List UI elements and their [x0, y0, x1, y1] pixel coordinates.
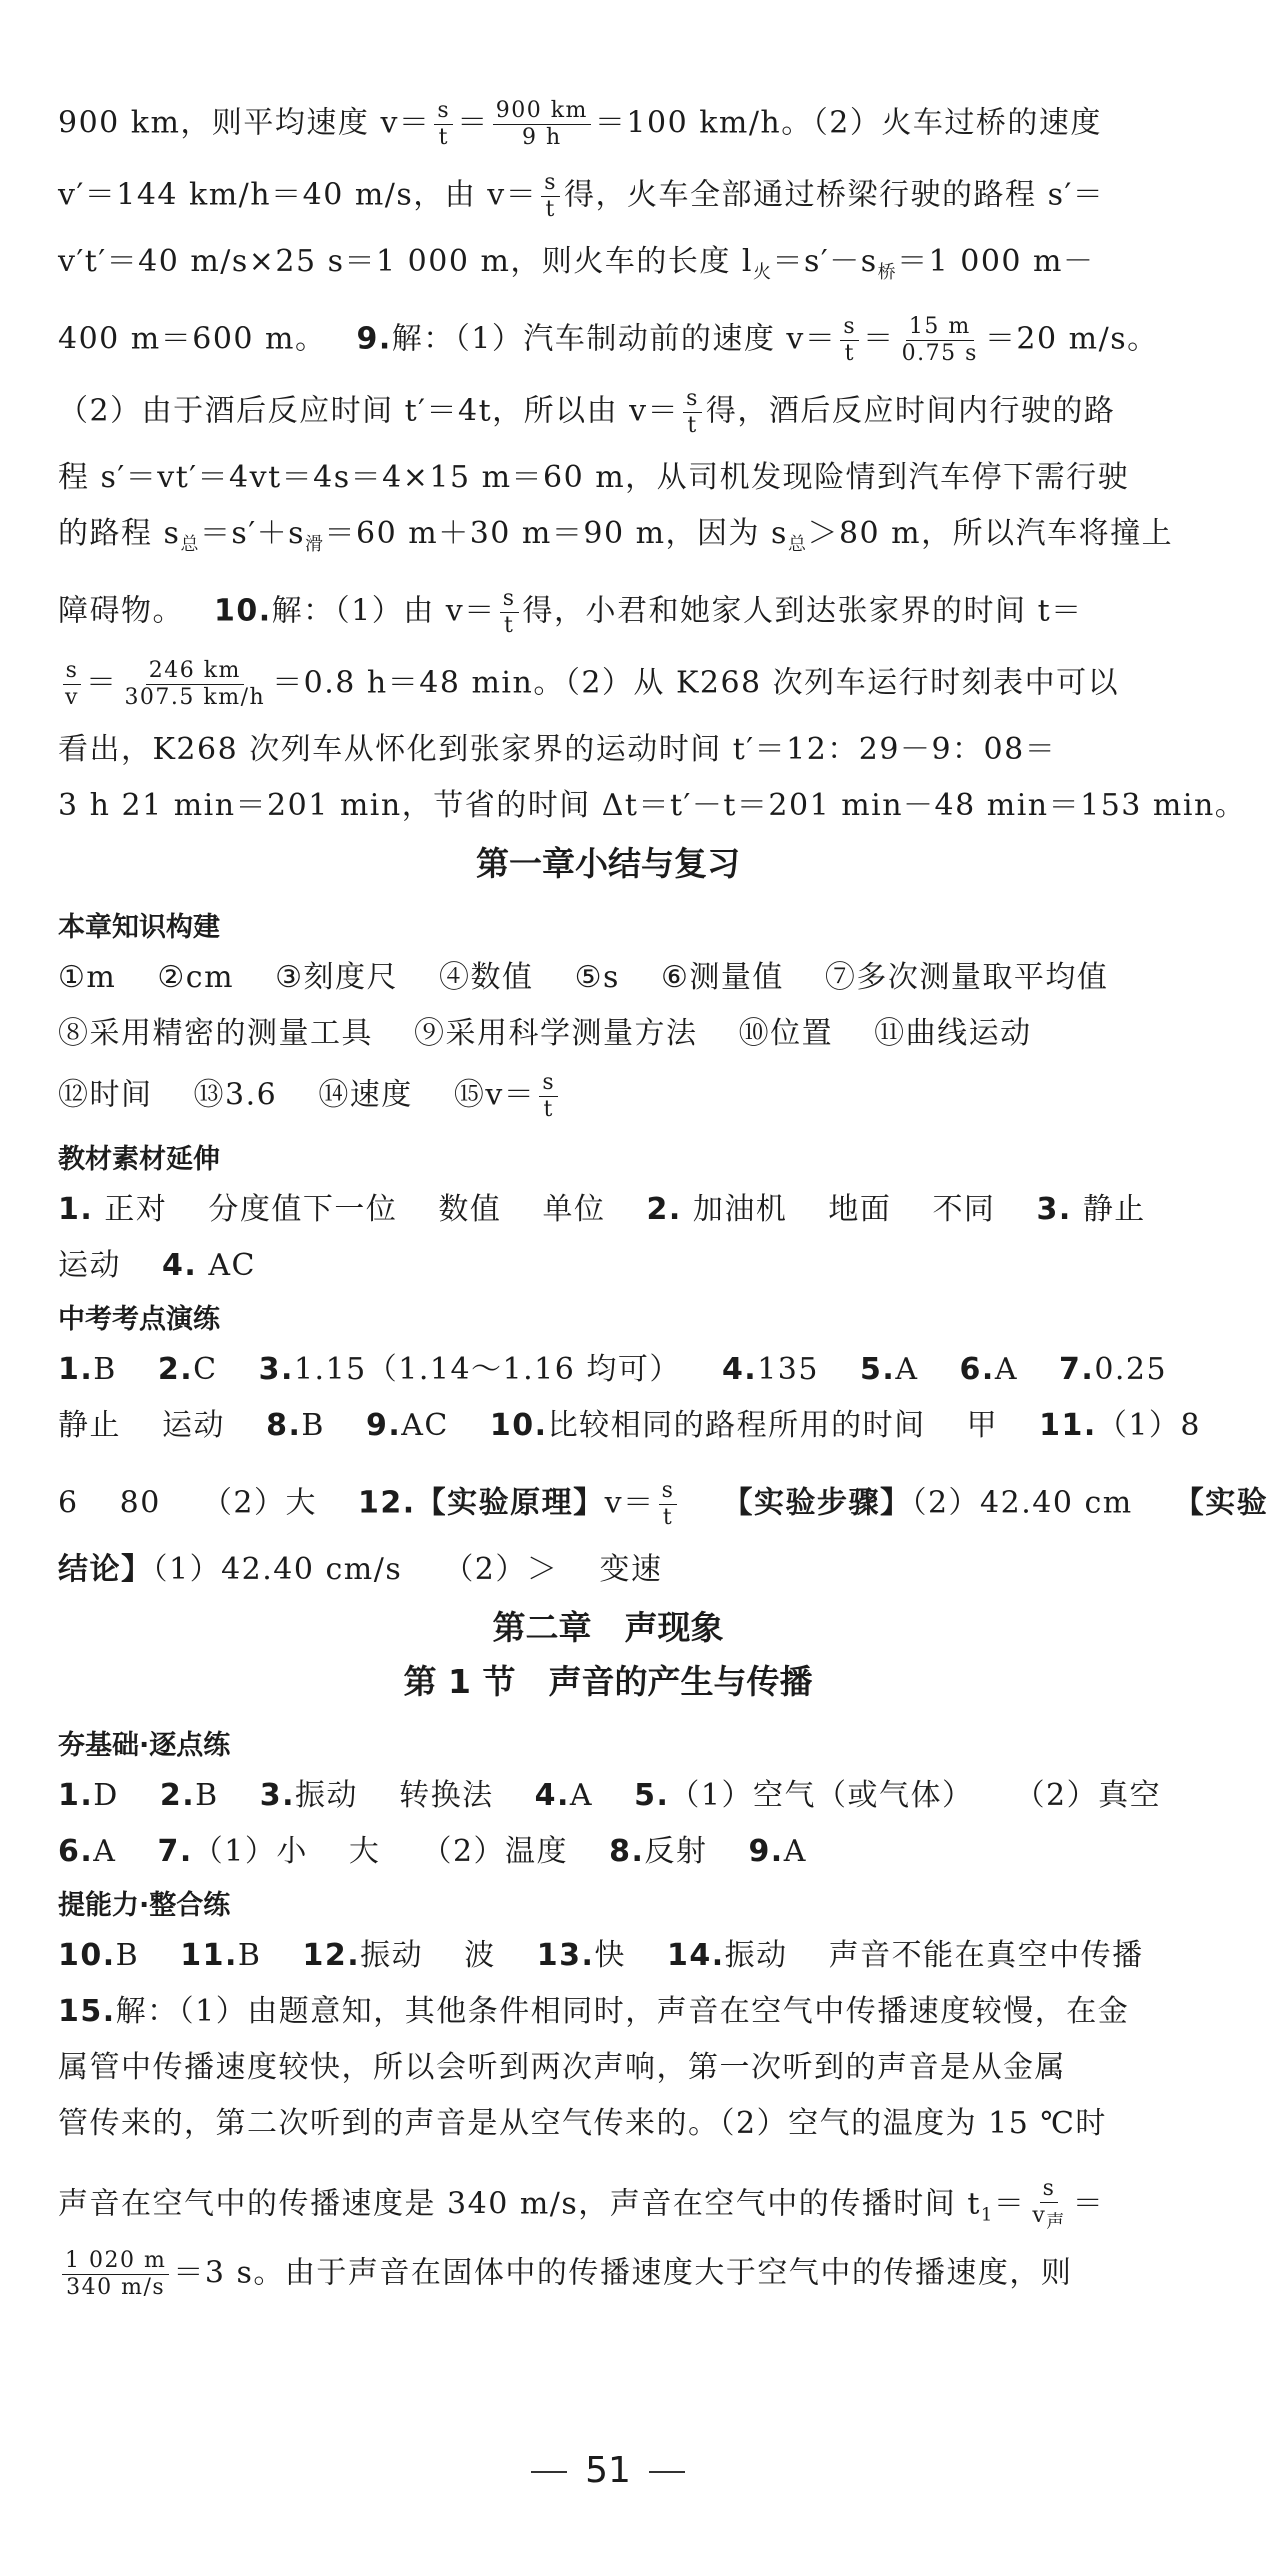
- fraction: [541, 170, 560, 223]
- answer-line: [58, 1014, 1158, 1054]
- answer-line: [58, 1246, 1158, 1286]
- text-line: [58, 586, 1158, 638]
- numerator: s: [539, 1070, 558, 1097]
- text-span: ＞80 m，所以汽车将撞上: [807, 516, 1174, 551]
- answer-item: ①m: [58, 960, 117, 995]
- answer-item: 快: [594, 1938, 626, 1973]
- denominator: t: [438, 125, 449, 150]
- page-number: 51: [585, 2450, 631, 2491]
- denominator: t: [543, 1097, 554, 1122]
- answer-item: ⑤s: [574, 960, 620, 995]
- answer-item: （2）大: [201, 1485, 317, 1521]
- denominator: t: [687, 413, 698, 438]
- section-heading: 本章知识构建: [58, 912, 220, 943]
- text-line: [58, 98, 1158, 150]
- answer-item: B: [237, 1938, 262, 1973]
- page-footer: [0, 2450, 1216, 2491]
- denominator: 340 m/s: [66, 2275, 166, 2300]
- answer-item: 分度值下一位: [208, 1192, 398, 1227]
- answer-item: ⑥测量值: [660, 960, 784, 995]
- answer-item: B: [115, 1938, 140, 1973]
- text-span: ＝60 m＋30 m＝90 m，因为 s: [324, 516, 788, 551]
- answer-item: 振动: [360, 1938, 424, 1973]
- subscript: 总: [180, 534, 200, 555]
- text-span: v′＝144 km/h＝40 m/s，由 v＝: [58, 177, 538, 213]
- answer-line: [58, 1936, 1158, 1976]
- numerator: s: [63, 658, 82, 685]
- denominator: t: [662, 1505, 674, 1530]
- bracket-label: 结论】: [58, 1552, 153, 1587]
- question-number: 15.: [58, 1994, 116, 2029]
- text-span: 得，小君和她家人到达张家界的时间 t＝: [522, 593, 1083, 629]
- section-heading: 提能力·整合练: [58, 1890, 231, 1921]
- text-span: ＝1 000 m－: [897, 244, 1095, 279]
- subscript: 1: [980, 2204, 994, 2226]
- subscript: 火: [753, 262, 773, 283]
- numerator: 246 km: [146, 658, 244, 685]
- answer-item: ⑨采用科学测量方法: [414, 1016, 698, 1051]
- answer-item: B: [301, 1408, 325, 1443]
- question-number: 6.: [959, 1352, 995, 1387]
- question-number: 11.: [1039, 1408, 1097, 1443]
- answer-item: 反射: [644, 1834, 708, 1869]
- text-span: 的路程 s: [58, 516, 181, 551]
- text-span: 得，酒后反应时间内行驶的路: [705, 393, 1116, 429]
- answer-item: 比较相同的路程所用的时间: [547, 1408, 926, 1443]
- answer-item: A: [994, 1352, 1018, 1387]
- answer-item: （2）温度: [421, 1834, 569, 1869]
- numerator: 15 m: [906, 314, 974, 341]
- text-line: [58, 2248, 1158, 2300]
- numerator: 1 020 m: [62, 2248, 169, 2275]
- text-line: [58, 386, 1158, 438]
- answer-item: B: [195, 1778, 219, 1813]
- question-number: 5.: [634, 1778, 670, 1813]
- text-span: ＝s′＋s: [199, 516, 306, 551]
- answer-item: 80: [119, 1485, 161, 1521]
- text-line: [58, 2176, 1158, 2233]
- chapter-review-title: 第一章小结与复习: [476, 844, 740, 883]
- answer-item: 振动: [295, 1778, 359, 1813]
- text-span: 解：（1）汽车制动前的速度 v＝: [391, 321, 837, 357]
- answer-item: 振动: [724, 1938, 788, 1973]
- answer-item: 数值: [438, 1192, 502, 1227]
- question-number: 7.: [157, 1834, 193, 1869]
- fraction: [683, 386, 702, 439]
- answer-item: （2）42.40 cm: [911, 1485, 1133, 1521]
- text-span: 解：（1）由题意知，其他条件相同时，声音在空气中传播速度较慢，在金: [115, 1994, 1130, 2029]
- question-number: 8.: [609, 1834, 645, 1869]
- answer-item: A: [895, 1352, 919, 1387]
- text-line: 3 h 21 min＝201 min，节省的时间 Δt＝t′－t＝201 min－48 min＝153 min。: [58, 788, 1247, 823]
- answer-item: 1.15（1.14～1.16 均可）: [293, 1352, 681, 1387]
- section-heading: 教材素材延伸: [58, 1144, 220, 1175]
- text-span: ＝0.8 h＝48 min。（2）从 K268 次列车运行时刻表中可以: [272, 665, 1120, 701]
- subscript: 桥: [877, 262, 898, 283]
- question-number: 9.: [365, 1408, 402, 1443]
- answer-item: 静止: [1082, 1192, 1146, 1227]
- text-span: （2）由于酒后反应时间 t′＝4t，所以由 v＝: [58, 393, 680, 429]
- answer-item: 波: [464, 1938, 496, 1973]
- subscript: 滑: [305, 534, 325, 555]
- question-number: 1.: [58, 1778, 94, 1813]
- answer-item: （2）＞: [443, 1552, 559, 1587]
- denominator: t: [545, 197, 556, 222]
- answer-item: 运动: [162, 1408, 226, 1443]
- answer-line: [58, 1776, 1162, 1816]
- answer-item: ⑧采用精密的测量工具: [58, 1016, 373, 1051]
- question-number: 6.: [58, 1834, 94, 1869]
- text-span: ＝: [85, 665, 118, 701]
- answer-item: ⑫时间: [58, 1077, 153, 1113]
- answer-item: 不同: [932, 1192, 996, 1227]
- fraction: [539, 1070, 558, 1123]
- answer-item: ⑭速度: [318, 1077, 413, 1113]
- answer-item: 甲: [966, 1408, 999, 1443]
- text-line: [58, 1992, 1158, 2032]
- subscript: 声: [1046, 2211, 1066, 2233]
- bracket-label: 【实验: [1173, 1485, 1268, 1521]
- answer-line: [58, 1550, 1158, 1590]
- answer-item: 转换法: [399, 1778, 494, 1813]
- text-span: 900 km，则平均速度 v＝: [58, 105, 431, 141]
- numerator: s: [541, 170, 560, 197]
- answer-item: 声音不能在真空中传播: [828, 1938, 1144, 1973]
- question-number: 5.: [860, 1352, 896, 1387]
- answer-item: 变速: [599, 1552, 663, 1587]
- text-span: 得，火车全部通过桥梁行驶的路程 s′＝: [564, 177, 1105, 213]
- text-span: 解：（1）由 v＝: [271, 593, 496, 629]
- answer-item: ⑮v＝: [453, 1077, 536, 1113]
- question-number: 4.: [162, 1248, 198, 1283]
- answer-item: 单位: [542, 1192, 606, 1227]
- answer-line: [58, 1350, 1168, 1390]
- question-number: 10.: [58, 1938, 116, 1973]
- denominator: 0.75 s: [901, 341, 978, 366]
- text-span: ＝: [1072, 2186, 1105, 2222]
- numerator: s: [659, 1478, 678, 1505]
- text-line: 属管中传播速度较快，所以会听到两次声响，第一次听到的声音是从金属: [58, 2050, 1066, 2085]
- answer-item: 大: [348, 1834, 381, 1869]
- chapter-title: 第二章 声现象: [492, 1608, 724, 1647]
- question-number: 10.: [214, 593, 272, 629]
- text-span: ＝: [457, 105, 489, 141]
- answer-line: [58, 958, 1158, 998]
- text-span: v′t′＝40 m/s×25 s＝1 000 m，则火车的长度 l: [58, 244, 754, 279]
- text-line: [58, 658, 1158, 710]
- question-number: 9.: [748, 1834, 784, 1869]
- answer-item: ④数值: [439, 960, 534, 995]
- answer-item: A: [783, 1834, 807, 1869]
- fraction: [62, 2248, 169, 2301]
- bracket-label: 【实验步骤】: [722, 1485, 912, 1521]
- answer-item: 正对: [104, 1192, 168, 1227]
- question-number: 7.: [1059, 1352, 1095, 1387]
- section-heading: 中考考点演练: [58, 1304, 220, 1335]
- answer-item: A: [93, 1834, 117, 1869]
- section-title: 第 1 节 声音的产生与传播: [403, 1662, 813, 1701]
- answer-item: AC: [208, 1248, 256, 1283]
- question-number: 10.: [489, 1408, 548, 1443]
- text-span: ＝3 s。由于声音在固体中的传播速度大于空气中的传播速度，则: [173, 2255, 1073, 2291]
- denominator: t: [844, 341, 855, 366]
- answer-item: D: [93, 1778, 119, 1813]
- answer-item: 加油机: [692, 1192, 788, 1227]
- text-line: [58, 242, 1158, 282]
- question-number: 9.: [356, 321, 392, 357]
- answer-item: ⑦多次测量取平均值: [824, 960, 1109, 995]
- text-span: ＝: [993, 2186, 1026, 2222]
- footer-dash-right: [649, 2471, 685, 2473]
- question-number: 3.: [1036, 1192, 1072, 1227]
- text-line: 管传来的，第二次听到的声音是从空气传来的。（2）空气的温度为 15 ℃时: [58, 2106, 1107, 2141]
- text-line: 程 s′＝vt′＝4vt＝4s＝4×15 m＝60 m，从司机发现险情到汽车停下需行驶: [58, 460, 1130, 495]
- footer-dash-left: [531, 2471, 567, 2473]
- fraction: [840, 314, 859, 367]
- answer-item: 运动: [58, 1248, 121, 1283]
- numerator: s: [434, 98, 453, 125]
- numerator: s: [840, 314, 859, 341]
- text-span: ＝: [863, 321, 895, 357]
- answer-item: AC: [401, 1408, 449, 1443]
- numerator: s: [500, 586, 519, 613]
- question-number: 2.: [159, 1778, 196, 1813]
- question-number: 4.: [534, 1778, 570, 1813]
- fraction: [434, 98, 453, 151]
- answer-item: （1）空气（或气体）: [669, 1778, 974, 1813]
- page-content: [58, 98, 1268, 2320]
- answer-item: （1）小: [192, 1834, 308, 1869]
- answer-line: [58, 1478, 1268, 1530]
- answer-item: （1）8: [1096, 1408, 1202, 1443]
- question-number: 13.: [536, 1938, 595, 1973]
- text-span: ＝s′－s: [772, 244, 878, 279]
- text-line: [58, 170, 1158, 222]
- answer-item: ⑬3.6: [193, 1077, 278, 1113]
- denominator: t: [503, 613, 515, 638]
- answer-item: ③刻度尺: [275, 960, 398, 995]
- answer-line: [58, 1070, 1158, 1122]
- text-span: ＝20 m/s。: [984, 321, 1159, 357]
- answer-item: v＝: [604, 1485, 655, 1521]
- text-line: [58, 514, 1174, 555]
- text-line: [58, 314, 1159, 366]
- section-heading: 夯基础·逐点练: [58, 1730, 231, 1761]
- text-span: v: [1032, 2203, 1047, 2228]
- question-number: 11.: [180, 1938, 238, 1973]
- answer-item: （2）真空: [1014, 1778, 1162, 1813]
- question-number: 12.: [302, 1938, 361, 1973]
- answer-line: [58, 1406, 1202, 1446]
- answer-item: 135: [757, 1352, 819, 1387]
- fraction: [659, 1478, 678, 1531]
- question-number: 4.: [721, 1352, 758, 1387]
- question-number: 2.: [646, 1192, 682, 1227]
- question-number: 3.: [259, 1778, 296, 1813]
- numerator: s: [683, 386, 702, 413]
- question-number: 12.: [358, 1485, 416, 1521]
- numerator: s: [1040, 2176, 1059, 2203]
- answer-line: [58, 1190, 1158, 1230]
- answer-item: （1）42.40 cm/s: [152, 1552, 403, 1587]
- denominator: 9 h: [521, 125, 562, 150]
- answer-item: ⑪曲线运动: [874, 1016, 1032, 1051]
- answer-item: 6: [58, 1485, 79, 1521]
- denominator: 307.5 km/h: [124, 685, 266, 710]
- answer-item: ⑩位置: [738, 1016, 834, 1051]
- question-number: 14.: [666, 1938, 725, 1973]
- answer-item: 0.25: [1094, 1352, 1168, 1387]
- answer-item: ②cm: [157, 960, 235, 995]
- fraction: [493, 98, 591, 151]
- question-number: 2.: [157, 1352, 194, 1387]
- text-span: 400 m＝600 m。: [58, 321, 327, 357]
- question-number: 1.: [58, 1352, 94, 1387]
- question-number: 1.: [58, 1192, 94, 1227]
- answer-item: A: [569, 1778, 594, 1813]
- question-number: 3.: [258, 1352, 294, 1387]
- question-number: 8.: [266, 1408, 302, 1443]
- numerator: 900 km: [493, 98, 591, 125]
- fraction: [1029, 2176, 1068, 2235]
- text-line: 看出，K268 次列车从怀化到张家界的运动时间 t′＝12：29－9：08＝: [58, 732, 1057, 767]
- answer-line: [58, 1832, 1158, 1872]
- denominator: v: [65, 685, 79, 710]
- fraction: [62, 658, 82, 711]
- fraction: [899, 314, 981, 367]
- fraction: [500, 586, 519, 639]
- answer-item: 地面: [828, 1192, 892, 1227]
- text-span: 障碍物。: [58, 593, 184, 629]
- answer-item: B: [93, 1352, 117, 1387]
- text-span: 声音在空气中的传播速度是 340 m/s，声音在空气中的传播时间 t: [58, 2186, 981, 2222]
- text-span: ＝100 km/h。（2）火车过桥的速度: [594, 105, 1102, 141]
- answer-item: C: [193, 1352, 218, 1387]
- answer-item: 静止: [58, 1408, 121, 1443]
- denominator: [1029, 2203, 1068, 2235]
- subscript: 总: [787, 534, 808, 555]
- fraction: [121, 658, 268, 711]
- bracket-label: 【实验原理】: [415, 1485, 605, 1521]
